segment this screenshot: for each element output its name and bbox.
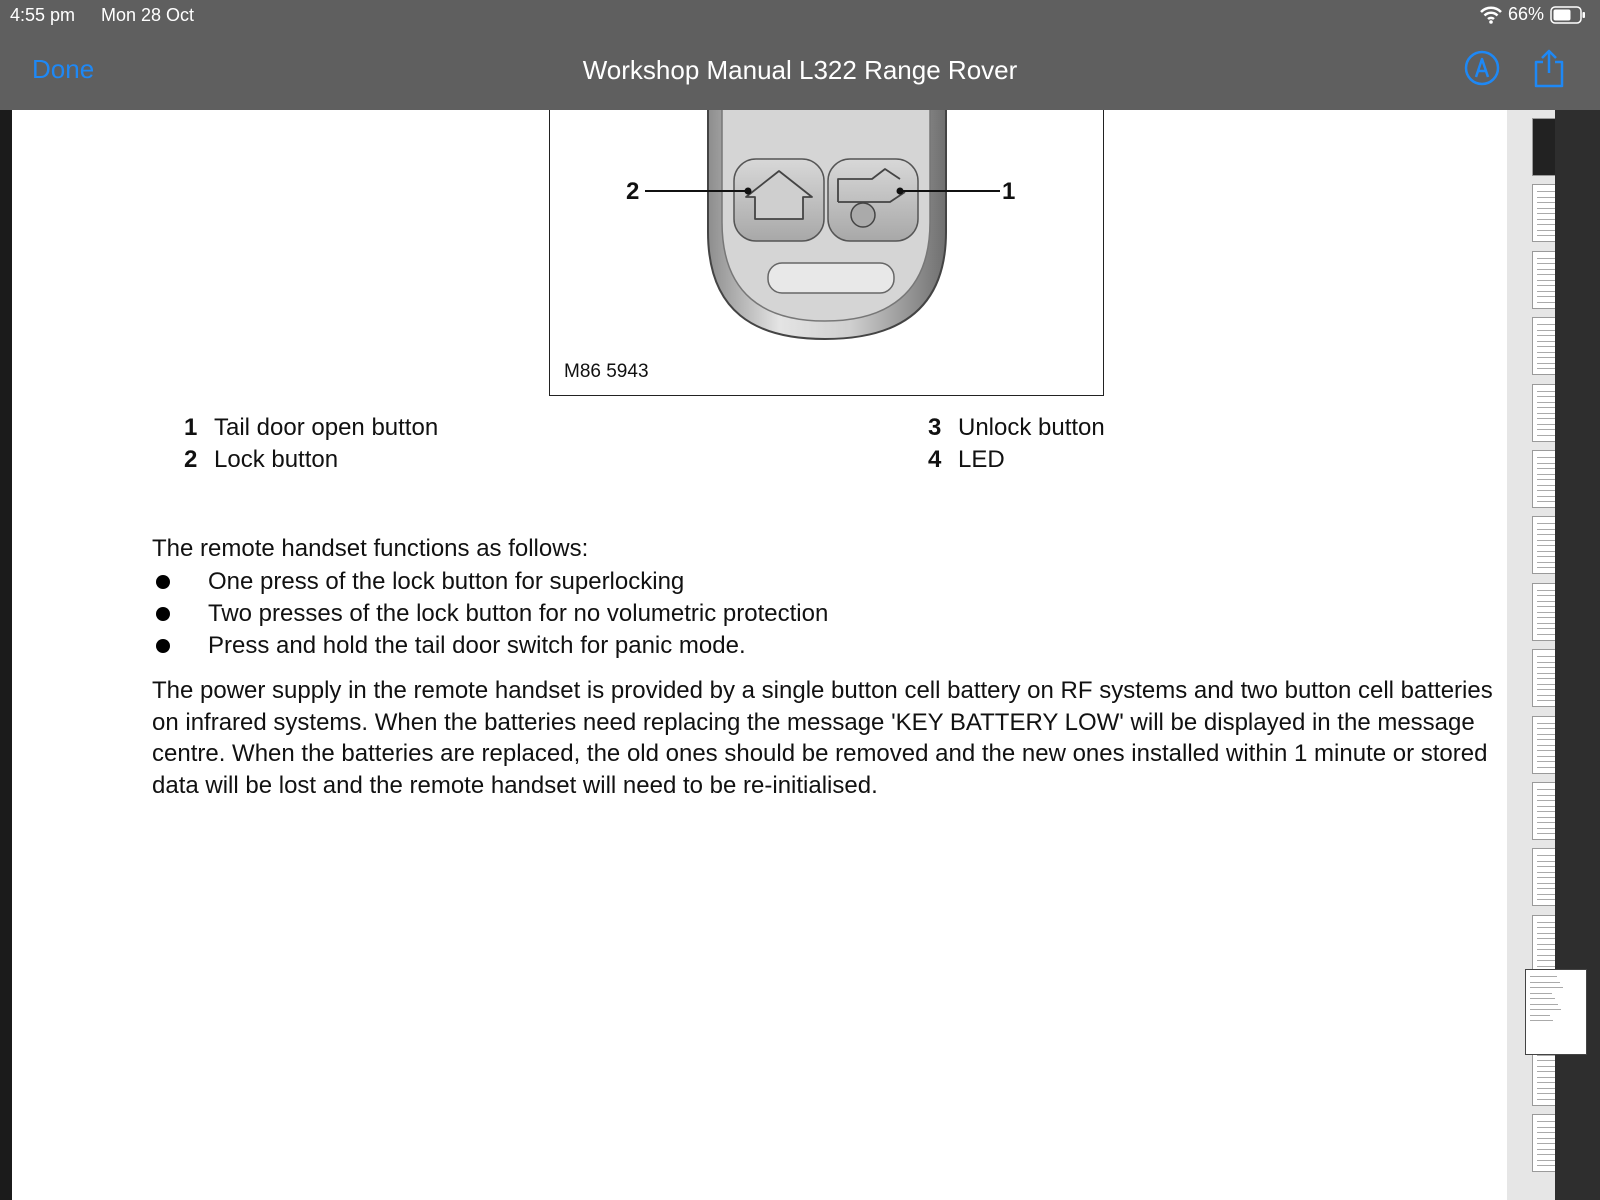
status-right <box>1480 4 1586 25</box>
list-item-text: One press of the lock button for superlocking <box>208 568 685 595</box>
legend-item <box>928 446 1005 474</box>
nav-bar <box>0 32 1600 110</box>
legend-label: Lock button <box>214 446 339 473</box>
key-fob-figure <box>549 110 1104 396</box>
legend-label: Tail door open button <box>214 414 439 441</box>
callout-2: 2 <box>626 178 640 205</box>
figure-code: M86 5943 <box>564 361 649 382</box>
callout-1: 1 <box>1002 178 1016 205</box>
legend-item <box>184 446 338 474</box>
status-time: 4:55 pm <box>10 5 76 25</box>
legend-item <box>184 414 438 442</box>
legend-label: Unlock button <box>958 414 1105 441</box>
battery-percent: 66% <box>1507 4 1544 24</box>
list-item-text: Press and hold the tail door switch for panic mode. <box>208 632 746 659</box>
list-item <box>152 566 828 598</box>
thumbnail-sidebar[interactable] <box>1507 110 1555 1200</box>
list-item <box>152 630 828 662</box>
legend-label: LED <box>958 446 1005 473</box>
legend-item <box>928 414 1105 442</box>
legend-number: 4 <box>928 446 942 473</box>
status-date: Mon 28 Oct <box>101 5 195 25</box>
remote-handset-illustration <box>550 110 1105 397</box>
functions-list <box>152 566 828 662</box>
wifi-icon <box>1480 6 1502 24</box>
power-supply-paragraph: The power supply in the remote handset is provided by a single button cell battery on RF systems and two button cell batteries on infrared systems. When the batteries need replacing the message 'KEY BATTERY LOW' will be displayed in the message centre. When the batteries are replaced, the old ones should be removed and the new ones installed within 1 minute or stored data will be lost and the remote handset will need to be re-initialised. <box>152 677 1493 799</box>
done-button[interactable]: Done <box>32 54 95 84</box>
bullet-icon <box>156 575 170 589</box>
status-bar <box>0 0 1600 32</box>
document-title: Workshop Manual L322 Range Rover <box>582 55 1018 85</box>
document-page[interactable] <box>12 110 1507 1200</box>
list-item <box>152 598 828 630</box>
battery-icon <box>1550 6 1586 24</box>
list-item-text: Two presses of the lock button for no volumetric protection <box>208 600 829 627</box>
functions-intro: The remote handset functions as follows: <box>152 535 589 562</box>
bullet-icon <box>156 639 170 653</box>
legend-number: 1 <box>184 414 198 441</box>
markup-pen-icon[interactable] <box>1464 50 1500 86</box>
page-thumbnail[interactable] <box>1525 969 1587 1055</box>
share-icon[interactable] <box>1532 48 1566 88</box>
legend-number: 2 <box>184 446 198 473</box>
bullet-icon <box>156 607 170 621</box>
legend-number: 3 <box>928 414 942 441</box>
